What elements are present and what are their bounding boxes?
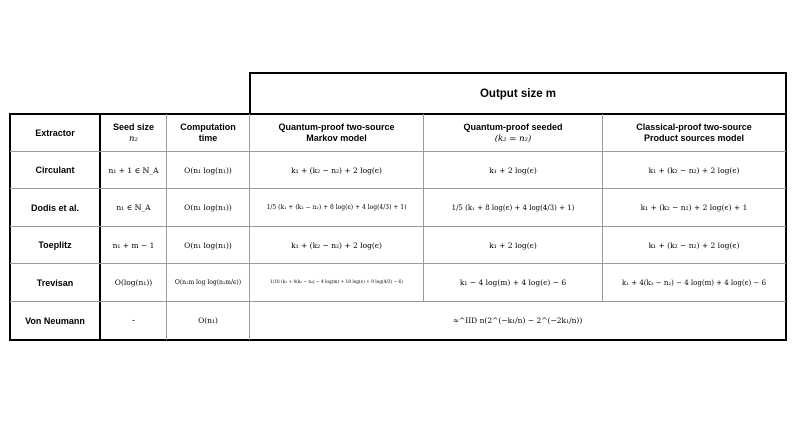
seed-toeplitz-text: n₁ + m − 1 — [112, 240, 155, 250]
output-von-neumann-merged-text: ≈^IID n(2^(−k₁/n) − 2^(−2k₁/n)) — [452, 316, 583, 325]
seed-toeplitz — [101, 227, 166, 263]
markov-trevisan-text: 1/10 (k₁ + 4(k₂ − n₂) − 4 log(m) + 18 log(ϵ) + 9 log(4/3) − 6) — [270, 280, 403, 285]
markov-dodis — [250, 189, 423, 226]
time-dodis — [167, 189, 249, 226]
classical-circulant — [603, 152, 785, 188]
time-dodis-text: O(n₁ log(n₁)) — [184, 203, 232, 212]
seeded-dodis-text: 1/5 (k₁ + 8 log(ϵ) + 4 log(4/3) + 1) — [451, 203, 575, 212]
time-toeplitz — [167, 227, 249, 263]
seed-von-neumann — [101, 302, 166, 339]
row-label-dodis-text: Dodis et al. — [30, 202, 79, 213]
row-label-dodis — [11, 189, 99, 226]
classical-dodis-text: k₁ + (k₂ − n₂) + 2 log(ϵ) + 1 — [640, 203, 748, 212]
time-trevisan-text: O(n₁m log log(n₁m/ϵ)) — [174, 279, 242, 286]
header-quantum-seeded-line2: (k₂ = n₂) — [494, 133, 532, 144]
seed-trevisan-text: O(log(n₁)) — [114, 278, 153, 287]
classical-toeplitz-text: k₁ + (k₂ − n₂) + 2 log(ϵ) — [648, 240, 740, 250]
seed-von-neumann-text: - — [131, 315, 136, 326]
header-quantum-two-source-line2: Markov model — [306, 133, 367, 143]
header-extractor-text: Extractor — [35, 127, 75, 138]
output-size-header-text: Output size m — [479, 87, 557, 100]
header-quantum-seeded-line1: Quantum-proof seeded — [463, 121, 563, 132]
markov-circulant — [250, 152, 423, 188]
header-quantum-two-source — [250, 115, 423, 151]
row-label-circulant-text: Circulant — [35, 165, 75, 175]
header-seed-size-var: n₂ — [129, 133, 138, 144]
row-label-trevisan — [11, 264, 99, 301]
row-label-circulant — [11, 152, 99, 188]
header-quantum-seeded — [424, 115, 602, 151]
output-von-neumann-merged — [250, 302, 785, 339]
markov-toeplitz-text: k₁ + (k₂ − n₂) + 2 log(ϵ) — [291, 240, 382, 250]
header-classical-two-source-line2: Product sources model — [643, 133, 745, 143]
seeded-trevisan — [424, 264, 602, 301]
classical-trevisan — [603, 264, 785, 301]
super-header-right-border — [785, 72, 787, 114]
seeded-toeplitz-text: k₁ + 2 log(ϵ) — [489, 240, 537, 250]
row-label-toeplitz-text: Toeplitz — [38, 240, 72, 250]
seeded-dodis — [424, 189, 602, 226]
markov-trevisan — [250, 264, 423, 301]
seed-circulant — [101, 152, 166, 188]
time-von-neumann-text: O(n₁) — [198, 316, 218, 325]
classical-dodis — [603, 189, 785, 226]
seed-circulant-text: n₁ + 1 ∈ ℕ_A — [108, 165, 159, 175]
seeded-circulant — [424, 152, 602, 188]
table-bottom-border — [9, 339, 787, 341]
markov-circulant-text: k₁ + (k₂ − n₂) + 2 log(ϵ) — [291, 165, 382, 175]
header-computation-time — [167, 115, 249, 151]
time-circulant-text: O(n₁ log(n₁)) — [184, 165, 232, 175]
time-von-neumann — [167, 302, 249, 339]
time-circulant — [167, 152, 249, 188]
seed-trevisan — [101, 264, 166, 301]
header-extractor — [11, 115, 99, 151]
header-classical-two-source-line1: Classical-proof two-source — [636, 122, 752, 132]
row-label-toeplitz — [11, 227, 99, 263]
row-label-von-neumann-text: Von Neumann — [25, 315, 85, 326]
table-right-border — [785, 113, 787, 341]
classical-circulant-text: k₁ + (k₂ − n₂) + 2 log(ϵ) — [648, 165, 740, 175]
seed-dodis — [101, 189, 166, 226]
time-trevisan — [167, 264, 249, 301]
classical-trevisan-text: k₁ + 4(k₂ − n₂) − 4 log(m) + 4 log(ϵ) − 6 — [621, 278, 767, 287]
seeded-trevisan-text: k₁ − 4 log(m) + 4 log(ϵ) − 6 — [459, 278, 567, 287]
time-toeplitz-text: O(n₁ log(n₁)) — [184, 240, 232, 250]
header-computation-time-text: Computation time — [180, 122, 236, 143]
markov-dodis-text: 1/5 (k₁ + (k₂ − n₂) + 8 log(ϵ) + 4 log(4/3) + 1) — [266, 204, 407, 211]
output-size-header — [251, 74, 785, 113]
header-quantum-two-source-line1: Quantum-proof two-source — [278, 122, 395, 132]
markov-toeplitz — [250, 227, 423, 263]
row-label-trevisan-text: Trevisan — [36, 277, 74, 288]
header-classical-two-source — [603, 115, 785, 151]
seeded-toeplitz — [424, 227, 602, 263]
header-seed-size-text: Seed size — [112, 121, 155, 132]
seed-dodis-text: n₁ ∈ ℕ_A — [116, 203, 151, 212]
row-label-von-neumann — [11, 302, 99, 339]
classical-toeplitz — [603, 227, 785, 263]
seeded-circulant-text: k₁ + 2 log(ϵ) — [489, 165, 537, 175]
header-seed-size — [101, 115, 166, 151]
